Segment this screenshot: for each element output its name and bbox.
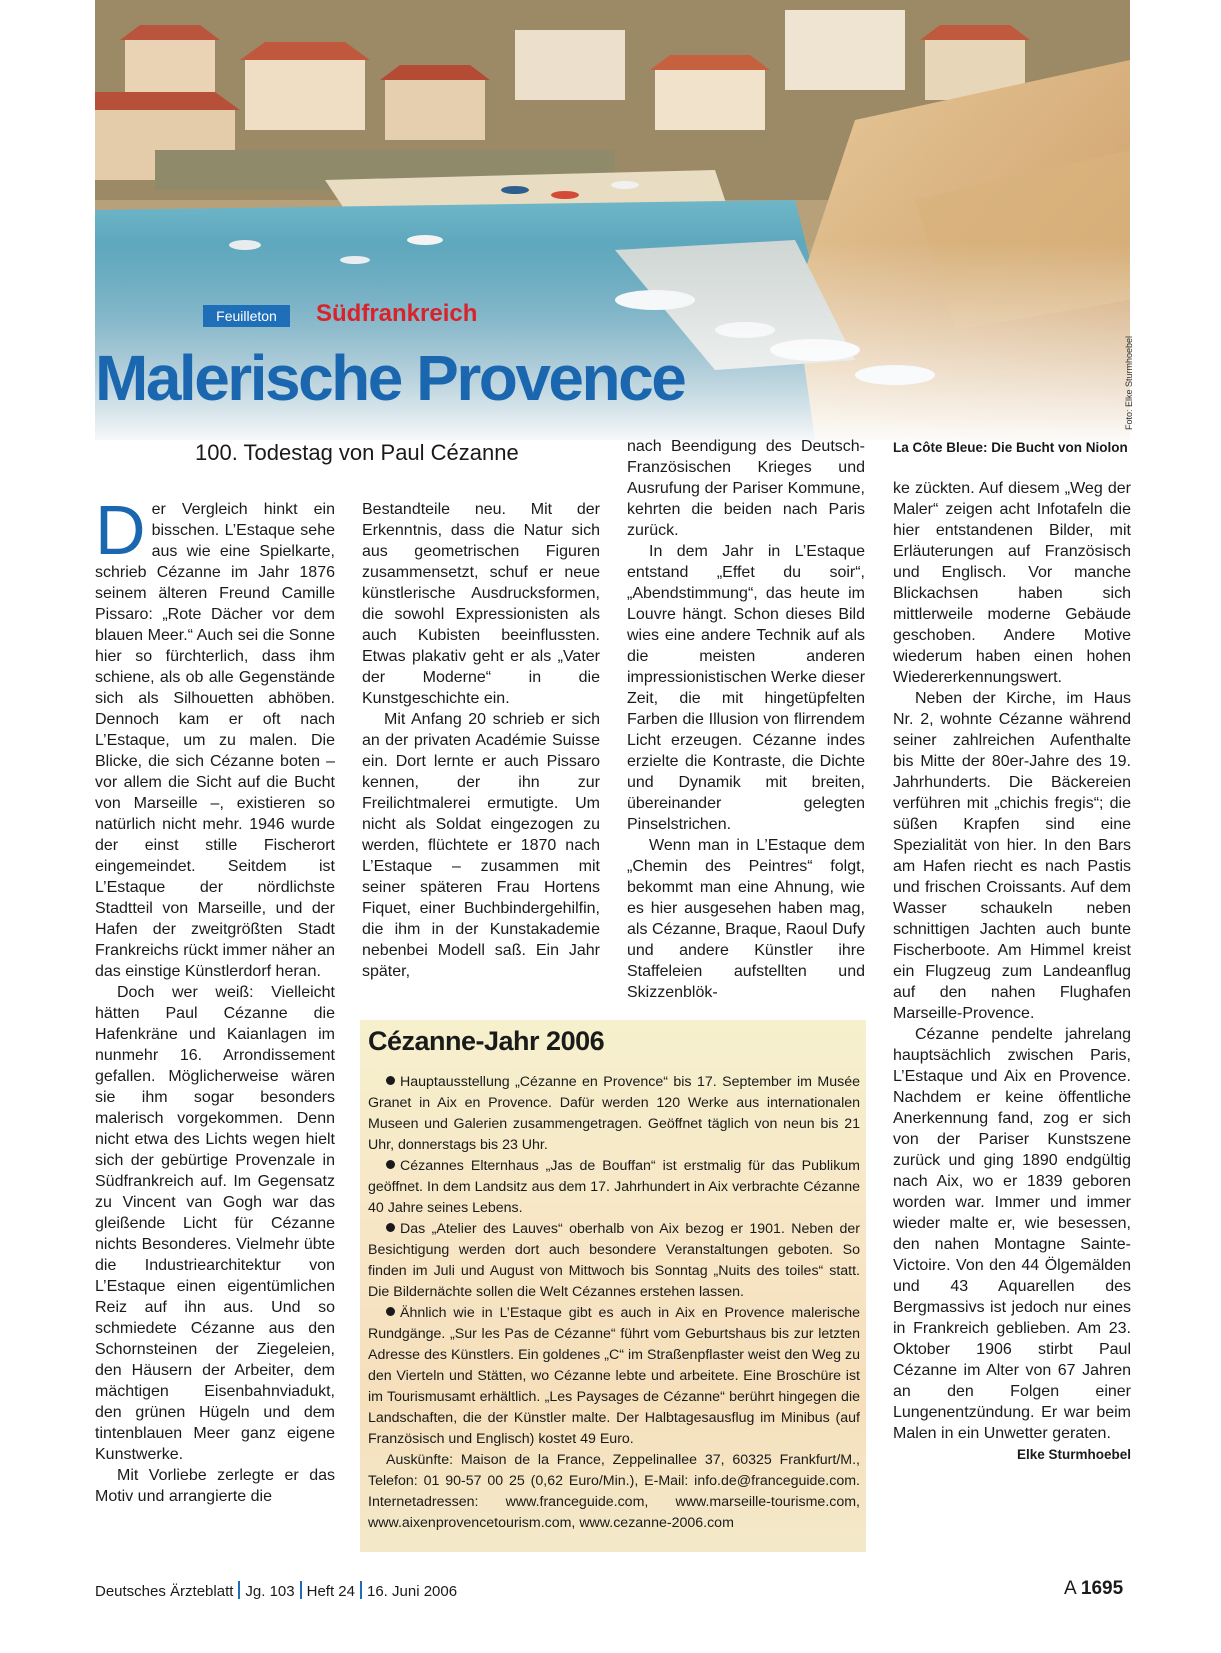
info-item-text: Hauptausstellung „Cézanne en Provence“ bis 17. September im Musée Granet in Aix en Provence. Dafür werden 120 Werke aus internationalen Museen und Galerien zusammengetragen. Geöffnet täglich von neun bis 21 Uhr, donnerstags bis 23 Uhr. bbox=[368, 1074, 860, 1153]
photo-credit: Foto: Elke Sturmhoebel bbox=[1124, 335, 1134, 430]
article-column-1 bbox=[95, 491, 335, 1507]
article-column-2 bbox=[362, 499, 600, 982]
paragraph-text: er Vergleich hinkt ein bisschen. L’Estaque sehe aus wie eine Spielkarte, schrieb Cézanne im Jahr 1876 seinem älteren Freund Camille Pissaro: „Rote Dächer vor dem blauen Meer.“ Auch sei die Sonne hier so fürchterlich, dass ihm schiene, als ob alle Gegenstände sich als Silhouetten abhöben. Dennoch kam er oft nach L’Estaque, um zu malen. Die Blicke, die sich Cézanne boten – vor allem die Sicht auf die Bucht von Marseille –, existieren so natürlich nicht mehr. 1946 wurde der einst stille Fischerort eingemeindet. Seitdem ist L’Estaque der nördlichste Stadtteil von Marseille, und der Hafen der zweitgrößten Stadt Frankreichs rückt immer näher an das einstige Künstlerdorf heran. bbox=[95, 501, 335, 980]
journal-volume: Jg. 103 bbox=[245, 1583, 295, 1600]
article-column-4 bbox=[893, 478, 1131, 1465]
rubric-label: Feuilleton bbox=[203, 305, 290, 327]
bullet-icon bbox=[386, 1160, 395, 1169]
article-subtitle: 100. Todestag von Paul Cézanne bbox=[195, 440, 519, 465]
info-box-body bbox=[368, 1072, 860, 1534]
article-paragraph: Bestandteile neu. Mit der Erkenntnis, dass die Natur sich aus geometrischen Figuren zusammensetzt, schuf er neue künstlerische Ausdrucksformen, die sowohl Expressionisten als auch Kubisten beeinflussten. Etwas plakativ geht er als „Vater der Moderne“ in die Kunstgeschichte ein. bbox=[362, 501, 600, 707]
drop-cap: D bbox=[95, 491, 146, 569]
journal-name: Deutsches Ärzteblatt bbox=[95, 1583, 234, 1600]
article-paragraph: In dem Jahr in L’Estaque entstand „Effet du soir“, „Abendstimmung“, das heute im Louvre hängt. Schon dieses Bild wies eine andere Technik auf als die meisten anderen impressionistischen Werke dieser Zeit, die mit hingetüpfelten Farben die Illusion von flirrendem Licht erzeugen. Cézanne indes erzielte die Kontraste, die Dichte und Dynamik mit breiten, übereinander gelegten Pinselstrichen. bbox=[627, 543, 866, 833]
article-paragraph: Doch wer weiß: Vielleicht hätten Paul Cézanne die Hafenkräne und Kaianlagen im nunmehr 16. Arrondissement gefallen. Möglicherweise wären sie ihm sogar besonders malerisch vorgekommen. Denn nicht etwa des Lichts wegen hielt sich der gebürtige Provenzale in Südfrankreich auf. Im Gegensatz zu Vincent van Gogh war das gleißende Licht für Cézanne nichts Besonderes. Vielmehr übte die Industriearchitektur von L’Estaque einen eigentümlichen Reiz auf ihn aus. Und so schmiedete Cézanne aus den Schornsteinen der Ziegeleien, den Häusern der Arbeiter, dem mächtigen Eisenbahnviadukt, den grünen Hügeln und dem tintenblauen Meer ganz eigene Kunstwerke. bbox=[95, 984, 335, 1463]
info-item bbox=[368, 1219, 860, 1303]
info-item bbox=[368, 1156, 860, 1219]
info-item-text: Das „Atelier des Lauves“ oberhalb von Aix bezog er 1901. Neben der Besichtigung werden dort auch besondere Veranstaltungen geboten. So finden im Juli und August von Mittwoch bis Sonntag „Nuits des toiles“ statt. Die Bildernächte sollen die Welt Cézannes erstehen lassen. bbox=[368, 1221, 860, 1300]
article-paragraph: Mit Anfang 20 schrieb er sich an der privaten Académie Suisse ein. Dort lernte er auch Pissaro kennen, der ihn zur Freilichtmalerei ermutigte. Um nicht als Soldat eingezogen zu werden, flüchtete er 1870 nach L’Estaque – zusammen mit seiner späteren Frau Hortens Fiquet, einer Buchbindergehilfin, die ihm in der Kunstakademie nebenbei Modell saß. Ein Jahr später, bbox=[362, 711, 600, 980]
page-footer bbox=[95, 1581, 457, 1600]
info-contact: Auskünfte: Maison de la France, Zeppelinallee 37, 60325 Frankfurt/M., Telefon: 01 90-57 00 25 (0,62 Euro/Min.), E-Mail: info.de@franceguide.com. Internetadressen: www.franceguide.com, www.marseille-tourisme.com, www.aixenprovencetourism.com, www.cezanne-2006.com bbox=[368, 1452, 860, 1531]
footer-divider bbox=[238, 1581, 240, 1599]
page-prefix: A bbox=[1064, 1578, 1076, 1599]
article-title: Malerische Provence bbox=[95, 342, 685, 414]
section-label: Südfrankreich bbox=[316, 300, 478, 327]
page-number bbox=[1064, 1578, 1123, 1600]
info-box-title: Cézanne-Jahr 2006 bbox=[368, 1026, 605, 1056]
info-box bbox=[360, 1020, 866, 1552]
article-paragraph: Mit Vorliebe zerlegte er das Motiv und arrangierte die bbox=[95, 1467, 335, 1505]
article-paragraph bbox=[95, 491, 335, 982]
article-paragraph: Wenn man in L’Estaque dem „Chemin des Peintres“ folgt, bekommt man eine Ahnung, wie es hier ausgesehen haben mag, als Cézanne, Braque, Raoul Dufy und andere Künstler ihre Staffeleien aufstellten und Skizzenblök- bbox=[627, 837, 865, 1001]
article-paragraph bbox=[893, 1024, 1131, 1462]
bullet-icon bbox=[386, 1076, 395, 1085]
footer-divider bbox=[360, 1581, 362, 1599]
article-paragraph: Neben der Kirche, im Haus Nr. 2, wohnte Cézanne während seiner zahlreichen Aufenthalte bis Mitte der 80er-Jahre des 19. Jahrhunderts. Die Bäckereien verführen mit „chichis fregis“; die süßen Krapfen sind eine Spezialität von hier. In den Bars am Hafen riecht es nach Pastis und frischen Croissants. Auf dem Wasser schaukeln neben schnittigen Jachten auch bunte Fischerboote. Am Himmel kreist ein Flugzeug zum Landeanflug auf den nahen Flughafen Marseille-Provence. bbox=[893, 690, 1131, 1022]
article-paragraph: ke zückten. Auf diesem „Weg der Maler“ zeigen acht Infotafeln die hier entstandenen Bilder, mit Erläuterungen auf Französisch und Englisch. Vor manche Blickachsen haben sich mittlerweile moderne Gebäude geschoben. Andere Motive wiederum haben einen hohen Wiedererkennungswert. bbox=[893, 480, 1131, 686]
footer-divider bbox=[300, 1581, 302, 1599]
page-number-value: 1695 bbox=[1080, 1578, 1124, 1599]
paragraph-text: Cézanne pendelte jahrelang hauptsächlich zwischen Paris, L’Estaque und Aix en Provence. Nachdem er keine öffentliche Anerkennung fand, zog er sich von der Pariser Kunstszene zurück und ging 1890 endgültig nach Aix, wo er 1839 geboren worden war. Immer und immer wieder malte er, wie besessen, den nahen Montagne Sainte-Victoire. Von den 44 Ölgemälden und 43 Aquarellen des Bergmassivs ist jedoch nur eines in Frankreich geblieben. Am 23. Oktober 1906 stirbt Paul Cézanne im Alter von 67 Jahren an den Folgen einer Lungenentzündung. Er war beim Malen in ein Unwetter geraten. bbox=[893, 1026, 1131, 1442]
info-item-text: Ähnlich wie in L’Estaque gibt es auch in Aix en Provence malerische Rundgänge. „Sur les Pas de Cézanne“ führt vom Geburtshaus bis zur letzten Adresse des Künstlers. Ein goldenes „C“ im Straßenpflaster weist den Weg zu den Vierteln und Stätten, wo Cézanne lebte und arbeitete. Eine Broschüre ist im Tourismusamt erhältlich. „Les Paysages de Cézanne“ berührt hingegen die Landschaften, die der Künstler malte. Der Halbtagesausflug im Minibus (auf Französisch und Englisch) kostet 49 Euro. bbox=[368, 1305, 860, 1447]
article-column-3 bbox=[627, 436, 865, 1003]
author-name: Elke Sturmhoebel bbox=[1016, 1447, 1131, 1462]
journal-issue: Heft 24 bbox=[306, 1583, 355, 1600]
info-item bbox=[368, 1303, 860, 1450]
photo-caption: La Côte Bleue: Die Bucht von Niolon bbox=[893, 440, 1128, 455]
article-paragraph: nach Beendigung des Deutsch-Französischen Krieges und Ausrufung der Pariser Kommune, kehrten die beiden nach Paris zurück. bbox=[627, 438, 865, 539]
bullet-icon bbox=[386, 1307, 395, 1316]
info-item-text: Cézannes Elternhaus „Jas de Bouffan“ ist erstmalig für das Publikum geöffnet. In dem Landsitz aus dem 17. Jahrhundert in Aix verbrachte Cézanne 40 Jahre seines Lebens. bbox=[368, 1158, 860, 1216]
info-item bbox=[368, 1072, 860, 1156]
journal-date: 16. Juni 2006 bbox=[367, 1583, 458, 1600]
bullet-icon bbox=[386, 1223, 395, 1232]
